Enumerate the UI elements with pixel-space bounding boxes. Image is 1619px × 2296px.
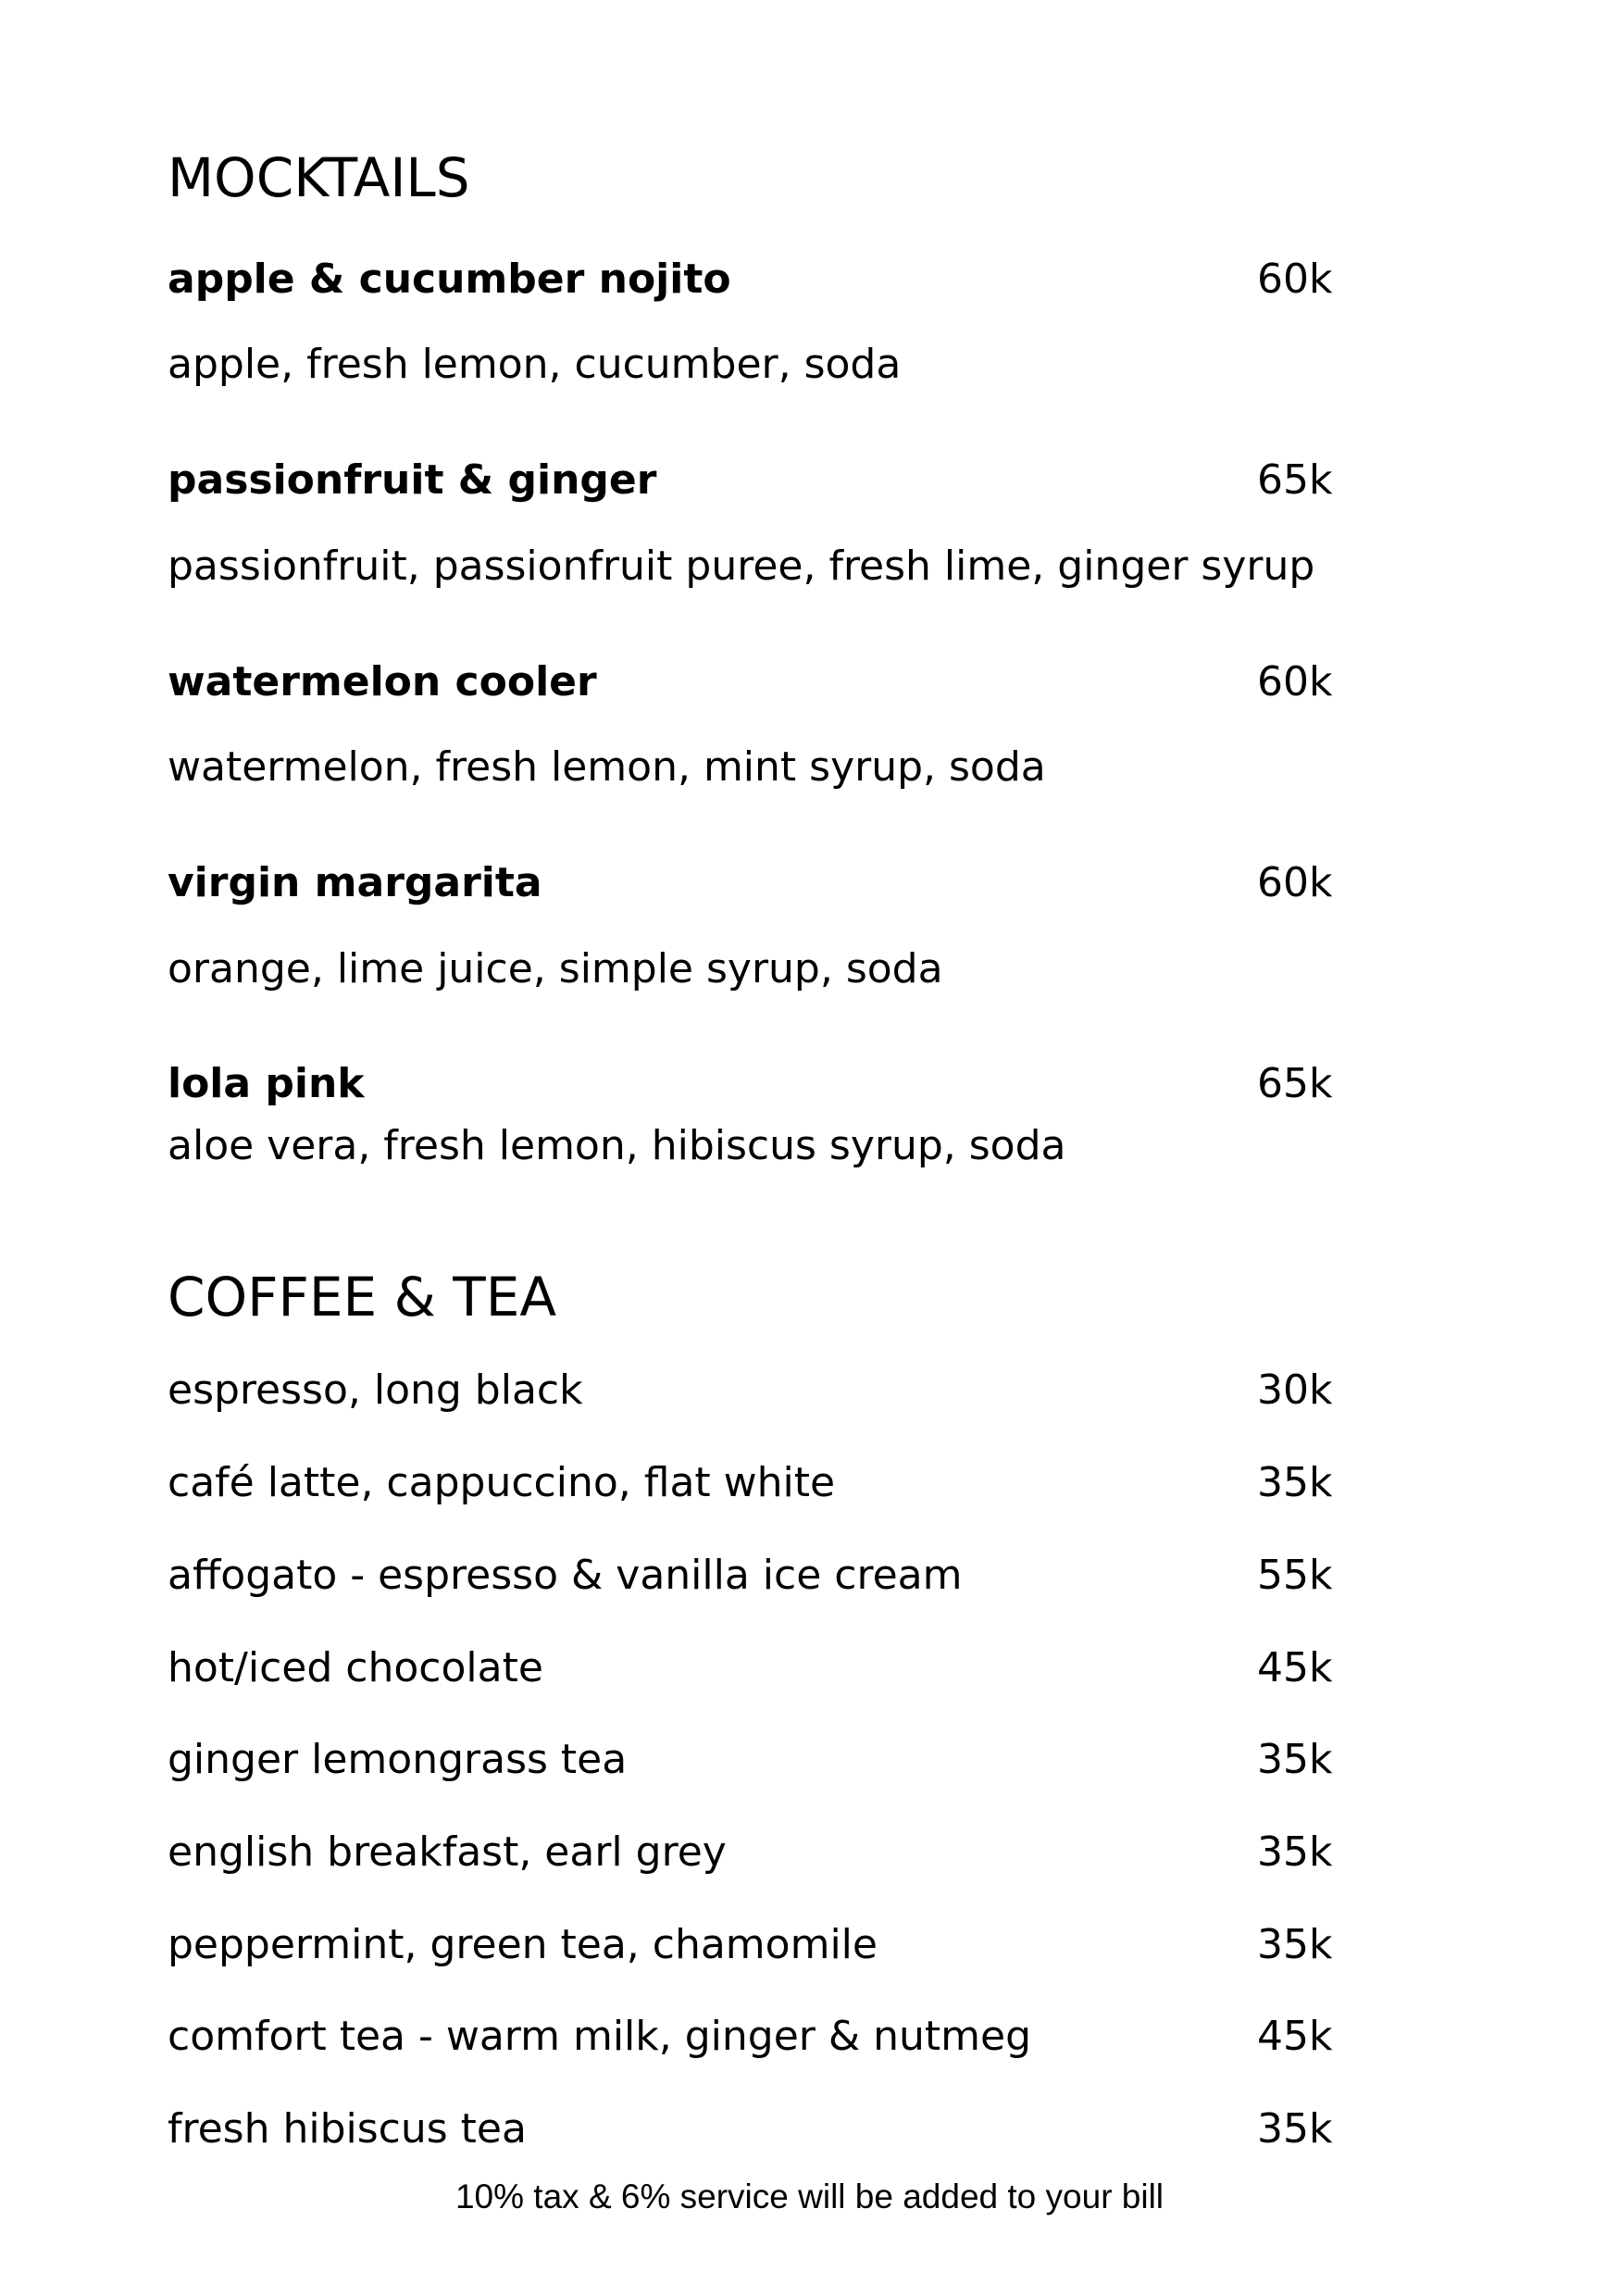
item-name: passionfruit & ginger <box>168 456 657 504</box>
menu-item <box>168 658 1334 718</box>
item-description: orange, lime juice, simple syrup, soda <box>168 945 943 992</box>
item-name: apple & cucumber nojito <box>168 256 731 303</box>
section-title-mocktails: MOCKTAILS <box>168 146 470 209</box>
menu-item <box>168 1736 1334 1795</box>
menu-item <box>168 2013 1334 2072</box>
item-name: café latte, cappuccino, flat white <box>168 1459 836 1506</box>
item-price: 30k <box>1257 1366 1333 1414</box>
menu-item <box>168 1060 1334 1119</box>
item-price: 35k <box>1257 2105 1333 2152</box>
menu-item <box>168 256 1334 315</box>
menu-item <box>168 2105 1334 2165</box>
item-price: 35k <box>1257 1828 1333 1876</box>
item-description: watermelon, fresh lemon, mint syrup, soda <box>168 743 1046 791</box>
menu-item <box>168 859 1334 918</box>
section-title-coffee-tea: COFFEE & TEA <box>168 1266 557 1329</box>
item-description: passionfruit, passionfruit puree, fresh lime, ginger syrup <box>168 543 1315 590</box>
tax-service-note: 10% tax & 6% service will be added to your bill <box>455 2177 1164 2215</box>
item-name: fresh hibiscus tea <box>168 2105 527 2152</box>
item-price: 35k <box>1257 1736 1333 1783</box>
menu-item <box>168 456 1334 516</box>
menu-item <box>168 1459 1334 1518</box>
menu-item <box>168 1828 1334 1888</box>
item-name: affogato - espresso & vanilla ice cream <box>168 1552 963 1599</box>
item-name: hot/iced chocolate <box>168 1644 543 1691</box>
item-name: ginger lemongrass tea <box>168 1736 628 1783</box>
item-name: comfort tea - warm milk, ginger & nutmeg <box>168 2013 1032 2060</box>
item-price: 60k <box>1257 859 1333 906</box>
item-price: 35k <box>1257 1921 1333 1968</box>
item-price: 45k <box>1257 1644 1333 1691</box>
item-name: peppermint, green tea, chamomile <box>168 1921 878 1968</box>
item-price: 55k <box>1257 1552 1333 1599</box>
item-price: 35k <box>1257 1459 1333 1506</box>
item-price: 60k <box>1257 658 1333 705</box>
item-price: 65k <box>1257 1060 1333 1107</box>
menu-item <box>168 1366 1334 1426</box>
menu-item <box>168 1552 1334 1611</box>
item-name: english breakfast, earl grey <box>168 1828 727 1876</box>
item-name: virgin margarita <box>168 859 542 906</box>
item-name: espresso, long black <box>168 1366 583 1414</box>
item-description: apple, fresh lemon, cucumber, soda <box>168 341 902 388</box>
item-description: aloe vera, fresh lemon, hibiscus syrup, soda <box>168 1122 1066 1169</box>
item-price: 65k <box>1257 456 1333 504</box>
item-name: lola pink <box>168 1060 365 1107</box>
item-price: 60k <box>1257 256 1333 303</box>
item-price: 45k <box>1257 2013 1333 2060</box>
menu-item <box>168 1921 1334 1980</box>
item-name: watermelon cooler <box>168 658 597 705</box>
menu-item <box>168 1644 1334 1703</box>
